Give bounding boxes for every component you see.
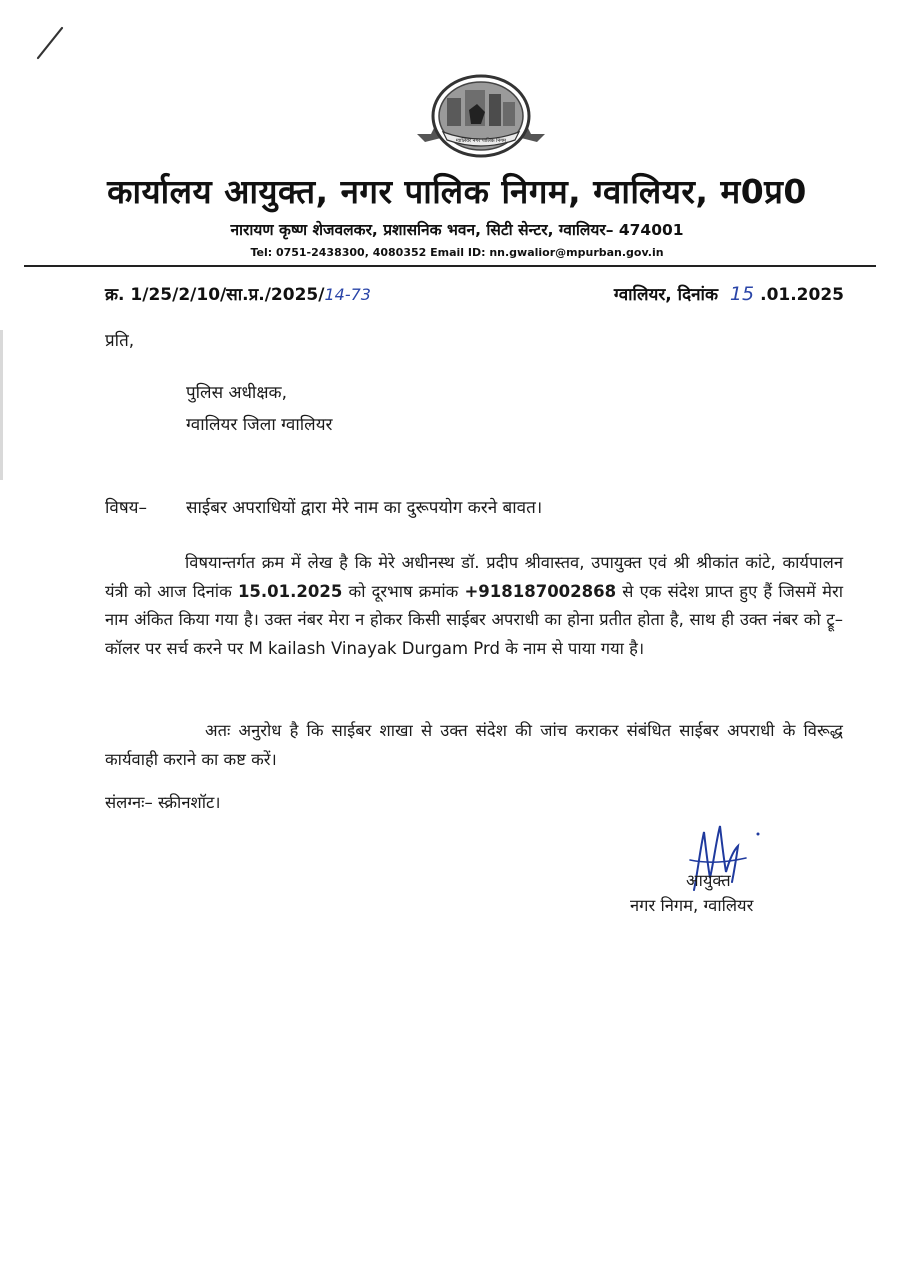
addressee-line-2: ग्वालियर जिला ग्वालियर [186, 415, 333, 435]
addressee-line-1: पुलिस अधीक्षक, [186, 383, 287, 403]
header-divider [24, 265, 876, 267]
date-prefix: ग्वालियर, दिनांक [613, 285, 718, 305]
pen-slash-mark [32, 24, 72, 64]
para1-text-b: को दूरभाष क्रमांक [342, 581, 465, 601]
body-paragraph-2: अतः अनुरोध है कि साईबर शाखा से उक्त संदेश की जांच कराकर संबंधित साईबर अपराधी के विरूद्ध कार्यवाही कराने का कष्ट करें। [105, 721, 843, 769]
para1-text-c: से एक संदेश प्राप्त हुए हैं जिसमें मेरा नाम अंकित किया गया है। उक्त नंबर मेरा न होकर किसी साईबर अपराधी का होना प्रतीत होता है, साथ ही उक्त नंबर को ट्रू–कॉलर पर सर्च करने पर [105, 581, 843, 658]
para1-text-d: के नाम से पाया गया है। [499, 638, 645, 658]
municipal-emblem-icon [413, 74, 549, 168]
para1-text-a: विषयान्तर्गत क्रम में लेख है कि मेरे अधीनस्थ डॉ. प्रदीप श्रीवास्तव, उपायुक्त एवं श्री श्रीकांत कांटे, कार्यपालन यंत्री को आज दिनांक [105, 553, 843, 601]
office-title: कार्यालय आयुक्त, नगर पालिक निगम, ग्वालियर, म0प्र0 [107, 172, 807, 211]
office-contact: Tel: 0751-2438300, 4080352 Email ID: nn.gwalior@mpurban.gov.in [250, 246, 664, 259]
date-handwritten-day: 15 [729, 283, 755, 305]
para1-phone: +918187002868 [464, 581, 617, 601]
reference-handwritten: 14-73 [324, 285, 371, 304]
scan-edge-shadow [0, 330, 3, 480]
emblem-caption: ग्वालियर नगर पालिक निगम [455, 138, 507, 144]
reference-number [105, 282, 371, 305]
office-address: नारायण कृष्ण शेजवलकर, प्रशासनिक भवन, सिटी सेन्टर, ग्वालियर– 474001 [230, 221, 684, 239]
subject-text: साईबर अपराधियों द्वारा मेरे नाम का दुरूपयोग करने बावत। [186, 498, 543, 518]
subject-label: विषय– [105, 498, 148, 518]
to-label: प्रति, [105, 331, 135, 351]
signatory-office: नगर निगम, ग्वालियर [630, 896, 754, 915]
para1-date: 15.01.2025 [237, 581, 343, 601]
body-paragraph-1 [105, 549, 843, 663]
enclosure-note: संलग्नः– स्क्रीनशॉट। [105, 793, 221, 812]
date-suffix: .01.2025 [760, 285, 844, 305]
letter-date [614, 282, 844, 305]
signatory-title: आयुक्त [686, 871, 731, 890]
para1-truecaller-name: M kailash Vinayak Durgam Prd [248, 638, 500, 658]
reference-printed: क्र. 1/25/2/10/सा.प्र./2025/ [105, 285, 325, 305]
